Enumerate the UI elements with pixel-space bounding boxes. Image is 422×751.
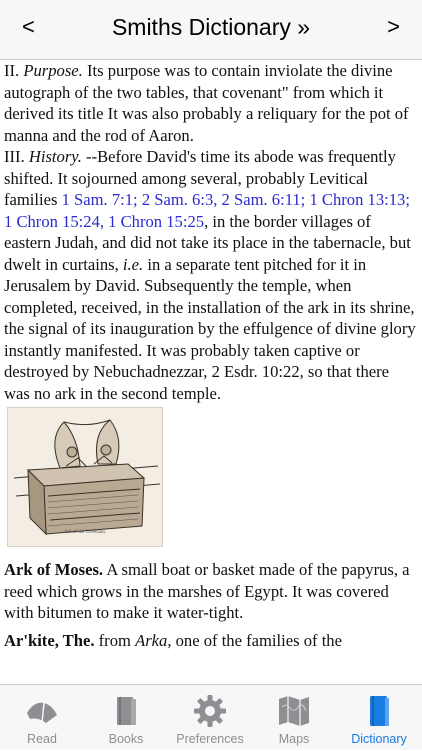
ark-illustration [7, 407, 163, 547]
entry-heading: Ark of Moses. [4, 560, 104, 579]
section-number: II. [4, 61, 24, 80]
back-button[interactable]: < [22, 14, 35, 39]
dictionary-icon [361, 693, 397, 729]
entry-text: one of the families of the [171, 630, 342, 650]
tab-label: Dictionary [351, 732, 407, 746]
gear-icon [192, 693, 228, 729]
tab-preferences[interactable] [168, 685, 252, 751]
entry-arkite[interactable] [4, 630, 418, 652]
forward-button[interactable]: > [387, 14, 400, 39]
entry-text: from [94, 630, 136, 650]
history-paragraph [4, 146, 418, 404]
section-heading: History. [28, 147, 82, 166]
paragraph-text: in a separate tent pitched for it in Jerusalem by David. Subsequently the temple, when completed, received, in the installation of the ark in its shrine, the signal of its inauguration by the effulgence of divine glory instantly manifested. It was probably taken captive or destroyed by Nebuchadnezzar, 2 Esdr. 10:22, so that there was no ark in the second temple. [4, 254, 416, 403]
tab-label: Read [27, 732, 57, 746]
tab-read[interactable] [0, 685, 84, 751]
tab-maps[interactable] [252, 685, 336, 751]
tab-label: Preferences [176, 732, 244, 746]
paragraph-text: Its purpose was to contain inviolate the divine autograph of the two tables, that covenant" from which it derived its title It was also probably a reliquary for the pot of manna and the rod of Aaron. [4, 61, 409, 145]
section-heading: Purpose. [23, 61, 83, 80]
scripture-reference-link[interactable]: 1 Sam. 7:1; 2 Sam. 6:3, 2 Sam. 6:11; 1 Chron 13:13; 1 Chron 15:24, 1 Chron 15:25 [4, 190, 410, 231]
purpose-paragraph [4, 60, 418, 146]
entry-heading: Ar'kite, The. [4, 630, 95, 650]
read-icon [24, 693, 60, 729]
map-icon [276, 693, 312, 729]
entry-text: A small boat or basket made of the papyrus, a reed which grows in the marshes of Egypt. It was covered with bitumen to make it water-tight. [4, 560, 410, 622]
italic-text: i.e. [122, 254, 144, 274]
page-title[interactable]: Smiths Dictionary » [111, 14, 311, 40]
tab-label: Maps [278, 732, 310, 746]
italic-text: Arka, [135, 630, 172, 650]
books-icon [108, 693, 144, 729]
paragraph-text: --Before David's time its abode was frequently shifted. It sojourned among several, probably Levitical families [4, 147, 396, 209]
dictionary-content[interactable] [0, 60, 422, 684]
tab-bar [0, 684, 422, 750]
tab-books[interactable] [84, 685, 168, 751]
entry-ark-of-moses[interactable] [4, 559, 418, 624]
section-number: III. [4, 147, 29, 166]
figure-caption: Ark of the Covenant. [63, 529, 107, 535]
tab-dictionary[interactable] [336, 685, 422, 751]
paragraph-text: , in the border villages of eastern Judah, and did not take its place in the tabernacle, but dwelt in curtains, [4, 211, 411, 274]
navigation-bar [0, 0, 422, 60]
tab-label: Books [108, 732, 144, 746]
article-text [0, 60, 422, 651]
